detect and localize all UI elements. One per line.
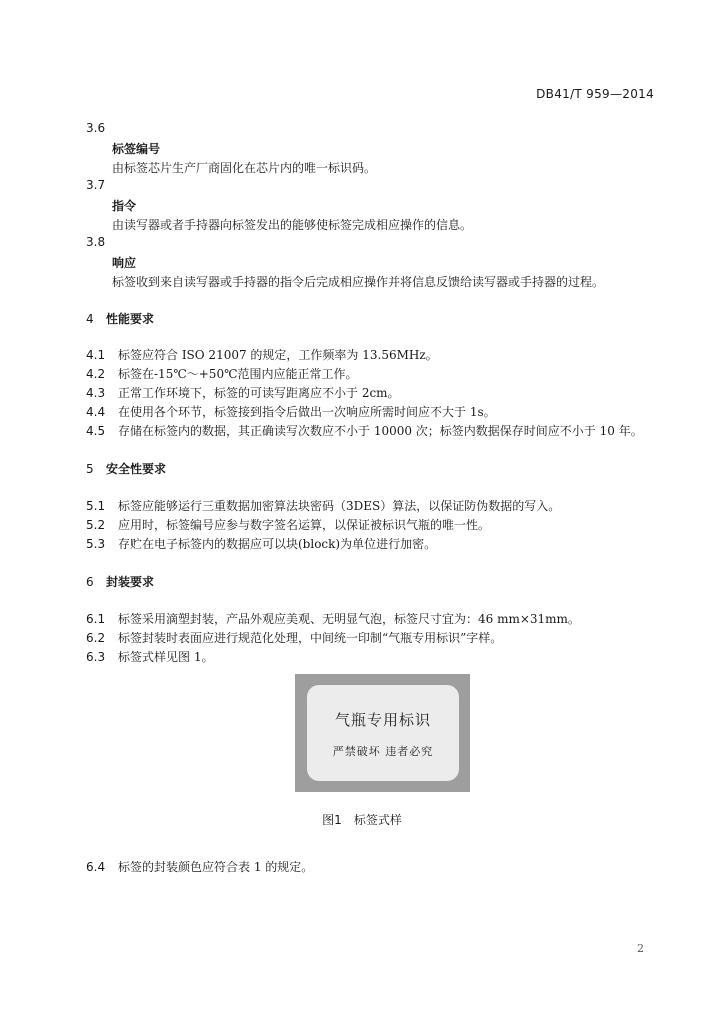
clause-text: 正常工作环境下，标签的可读写距离应不小于 2cm。 — [118, 386, 400, 400]
clause-4-4 — [86, 403, 496, 420]
clause-4-3 — [86, 384, 400, 401]
clause-text: 标签在-15℃～+50℃范围内应能正常工作。 — [118, 367, 358, 381]
clause-4-1 — [86, 346, 438, 363]
clause-number: 6.4 — [86, 860, 106, 874]
clause-number: 5.3 — [86, 537, 106, 551]
section-title: 安全性要求 — [106, 462, 167, 476]
clause-text: 存储在标签内的数据，其正确读写次数应不小于 10000 次；标签内数据保存时间应不小于 10 年。 — [118, 424, 643, 438]
clause-text: 标签式样见图 1。 — [118, 650, 214, 664]
clause-number: 5.1 — [86, 499, 106, 513]
clause-6-3 — [86, 648, 213, 665]
clause-number: 4.1 — [86, 348, 106, 362]
section-heading-4 — [86, 310, 154, 327]
clause-number: 4.2 — [86, 367, 106, 381]
clause-5-3 — [86, 535, 436, 552]
clause-text: 标签封装时表面应进行规范化处理，中间统一印制“气瓶专用标识”字样。 — [118, 631, 503, 645]
section-heading-6 — [86, 573, 154, 590]
section-number: 6 — [86, 575, 94, 589]
clause-6-2 — [86, 629, 502, 646]
clause-text: 应用时，标签编号应参与数字签名运算，以保证被标识气瓶的唯一性。 — [118, 518, 491, 532]
figure-title: 标签式样 — [353, 813, 402, 827]
label-sample-figure — [295, 674, 470, 792]
def-number: 3.7 — [86, 178, 106, 192]
figure-caption — [0, 811, 724, 828]
def-number: 3.6 — [86, 121, 106, 135]
def-term: 指令 — [112, 199, 137, 213]
clause-number: 4.3 — [86, 386, 106, 400]
def-number: 3.8 — [86, 235, 106, 249]
section-number: 5 — [86, 462, 94, 476]
clause-4-2 — [86, 365, 358, 382]
clause-number: 4.4 — [86, 405, 106, 419]
label-warning-text: 严禁破坏 违者必究 — [332, 745, 434, 758]
clause-5-1 — [86, 497, 560, 514]
clause-text: 存贮在电子标签内的数据应可以块(block)为单位进行加密。 — [118, 537, 437, 551]
def-text: 标签收到来自读写器或手持器的指令后完成相应操作并将信息反馈给读写器或手持器的过程。 — [112, 275, 605, 289]
def-term: 响应 — [112, 256, 137, 270]
document-code: DB41/T 959—2014 — [536, 87, 654, 101]
def-text: 由读写器或者手持器向标签发出的能够使标签完成相应操作的信息。 — [112, 218, 473, 232]
clause-number: 6.3 — [86, 650, 106, 664]
clause-number: 4.5 — [86, 424, 106, 438]
clause-number: 6.2 — [86, 631, 106, 645]
clause-text: 标签采用滴塑封装，产品外观应美观、无明显气泡，标签尺寸宜为：46 mm×31mm。 — [118, 612, 580, 626]
clause-5-2 — [86, 516, 490, 533]
clause-text: 标签的封装颜色应符合表 1 的规定。 — [118, 860, 314, 874]
clause-number: 5.2 — [86, 518, 106, 532]
clause-6-1 — [86, 610, 580, 627]
def-term: 标签编号 — [112, 142, 161, 156]
section-title: 封装要求 — [106, 575, 155, 589]
label-sample-face — [307, 685, 459, 781]
clause-text: 标签应能够运行三重数据加密算法块密码（3DES）算法，以保证防伪数据的写入。 — [118, 499, 561, 513]
clause-text: 标签应符合 ISO 21007 的规定，工作频率为 13.56MHz。 — [118, 348, 438, 362]
page-number: 2 — [637, 942, 644, 955]
clause-number: 6.1 — [86, 612, 106, 626]
figure-number: 图1 — [322, 813, 342, 827]
clause-4-5 — [86, 422, 643, 439]
def-text: 由标签芯片生产厂商固化在芯片内的唯一标识码。 — [112, 161, 377, 175]
section-title: 性能要求 — [106, 312, 155, 326]
section-number: 4 — [86, 312, 94, 326]
clause-6-4 — [86, 858, 313, 875]
section-heading-5 — [86, 460, 166, 477]
clause-text: 在使用各个环节，标签接到指令后做出一次响应所需时间应不大于 1s。 — [118, 405, 496, 419]
label-title-text: 气瓶专用标识 — [334, 711, 431, 729]
